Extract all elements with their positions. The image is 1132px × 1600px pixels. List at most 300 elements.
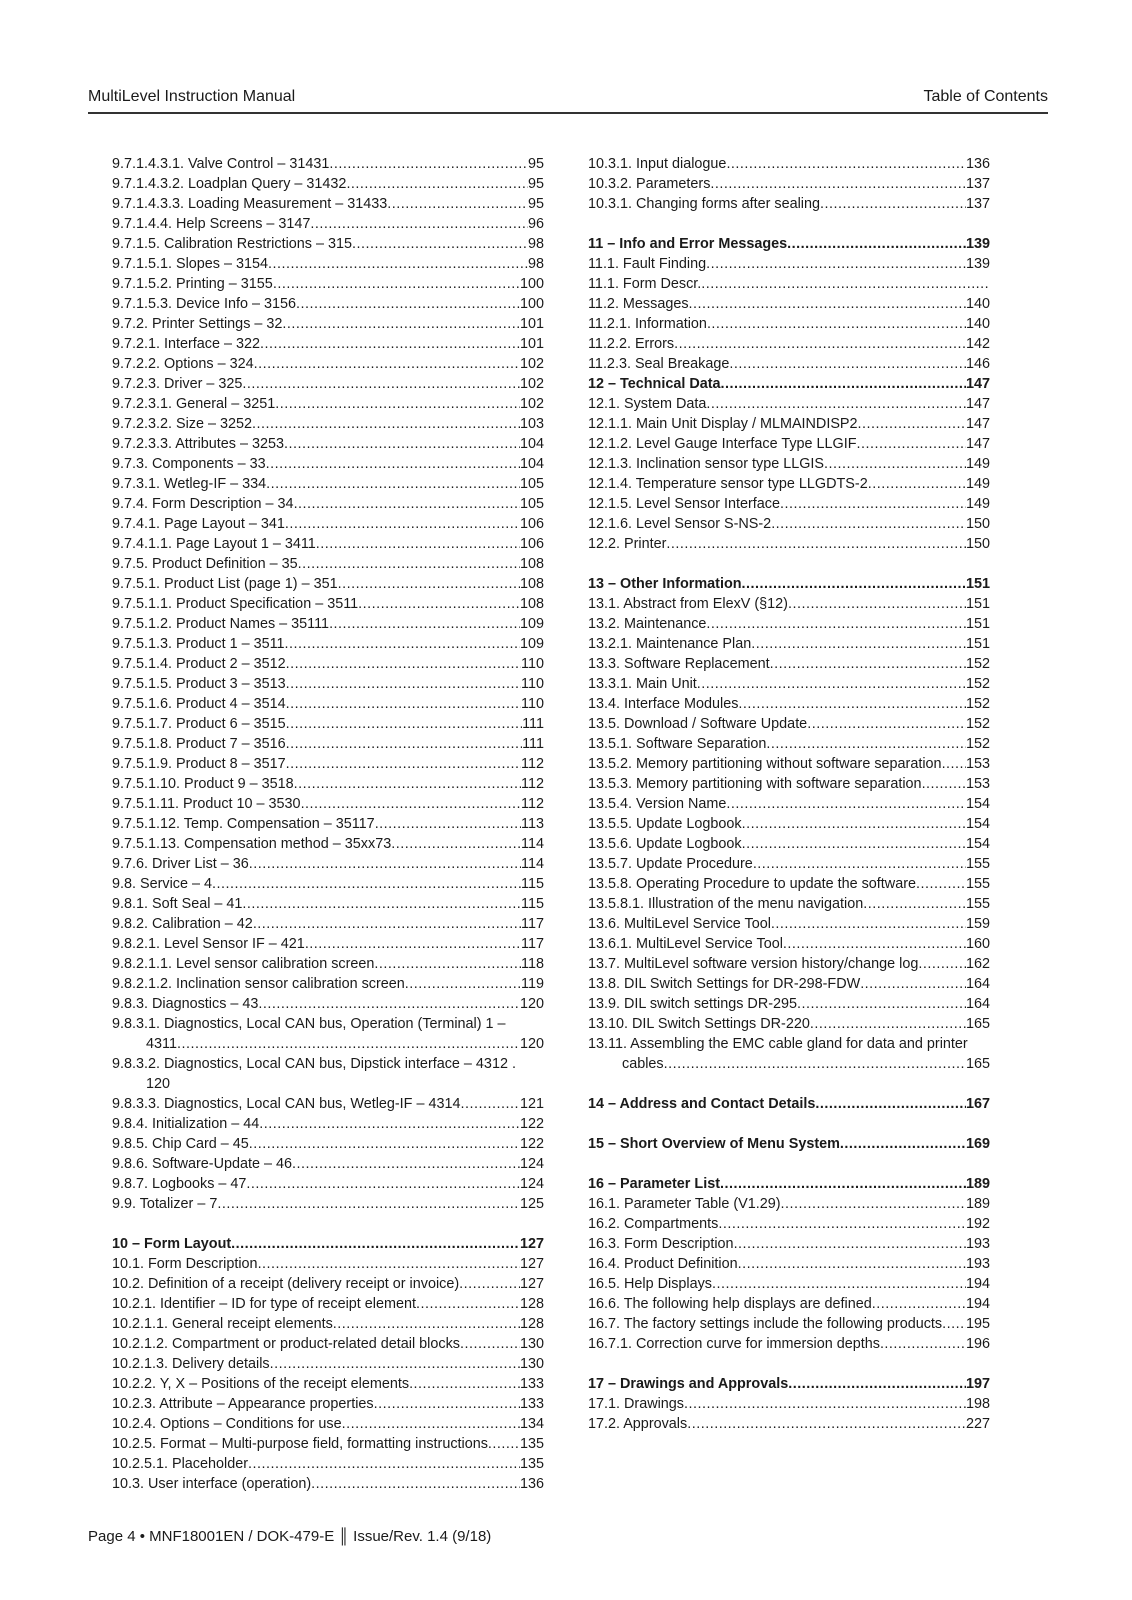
toc-entry-title: 13.10. DIL Switch Settings DR-220 (588, 1016, 810, 1032)
toc-entry[interactable] (588, 434, 990, 454)
toc-entry[interactable] (588, 474, 990, 494)
toc-entry-title: 13.1. Abstract from ElexV (§12) (588, 596, 788, 612)
toc-entry[interactable] (588, 334, 990, 354)
toc-dot-leader (285, 634, 520, 654)
toc-entry[interactable] (112, 414, 544, 434)
toc-dot-leader (771, 914, 966, 934)
toc-entry-title: 13.4. Interface Modules (588, 696, 739, 712)
toc-page-number: 152 (965, 716, 990, 732)
toc-page-number: 127 (519, 1236, 544, 1252)
toc-entry[interactable] (112, 974, 544, 994)
toc-dot-leader (916, 874, 966, 894)
toc-chapter-entry[interactable] (588, 574, 990, 594)
toc-entry[interactable] (588, 694, 990, 714)
toc-dot-leader (242, 894, 521, 914)
toc-entry[interactable] (112, 174, 544, 194)
toc-page-number: 128 (519, 1296, 544, 1312)
toc-dot-leader (697, 674, 966, 694)
toc-entry[interactable] (112, 314, 544, 334)
toc-entry[interactable] (588, 814, 990, 834)
toc-dot-leader (860, 974, 966, 994)
toc-dot-leader (753, 854, 966, 874)
toc-entry-title: 11.2.1. Information (588, 316, 707, 332)
toc-entry-title: 9.7.2. Printer Settings – 32 (112, 316, 283, 332)
toc-entry[interactable] (112, 214, 544, 234)
toc-chapter-entry[interactable] (588, 1094, 990, 1114)
toc-entry[interactable] (112, 474, 544, 494)
toc-dot-leader (409, 1374, 520, 1394)
toc-entry-title: 9.7.2.3.1. General – 3251 (112, 396, 276, 412)
toc-page-number: 114 (521, 856, 544, 872)
toc-dot-leader (807, 714, 966, 734)
toc-entry[interactable] (112, 514, 544, 534)
toc-dot-leader (342, 1414, 520, 1434)
toc-entry[interactable] (588, 1014, 990, 1034)
toc-page-number: 122 (519, 1116, 544, 1132)
toc-entry[interactable] (112, 374, 544, 394)
toc-entry[interactable] (112, 274, 544, 294)
toc-page-number: 165 (965, 1016, 990, 1032)
toc-entry[interactable] (588, 314, 990, 334)
toc-entry-title: 13.2.1. Maintenance Plan (588, 636, 752, 652)
toc-dot-leader (284, 434, 520, 454)
toc-dot-leader (268, 254, 528, 274)
toc-page-number: 95 (527, 196, 544, 212)
toc-entry-wrapped[interactable]: 9.8.3.2. Diagnostics, Local CAN bus, Dipstick interface – 4312 . 120 (112, 1056, 516, 1092)
toc-page-number: 149 (965, 456, 990, 472)
toc-dot-leader (771, 514, 966, 534)
toc-entry-wrapped[interactable]: 13.11. Assembling the EMC cable gland for data and printer cables ..... 165 (588, 1034, 990, 1074)
toc-page-number: 106 (519, 516, 544, 532)
toc-page-number: 105 (519, 496, 544, 512)
toc-entry-title: 10.2.1.1. General receipt elements (112, 1316, 333, 1332)
toc-entry[interactable] (112, 1154, 544, 1174)
toc-page-number: 189 (965, 1176, 990, 1192)
toc-entry-title: 13.5.2. Memory partitioning without software separation (588, 756, 942, 772)
toc-entry[interactable] (112, 994, 544, 1014)
toc-entry[interactable] (112, 1274, 544, 1294)
page-footer: Page 4 • MNF18001EN / DOK-479-E ║ Issue/Rev. 1.4 (9/18) (88, 1528, 492, 1545)
toc-entry[interactable] (588, 454, 990, 474)
toc-entry[interactable] (588, 674, 990, 694)
toc-spacer (588, 214, 990, 234)
toc-entry-title: 9.8.1. Soft Seal – 41 (112, 896, 243, 912)
toc-entry-title: 16.7.1. Correction curve for immersion depths (588, 1336, 880, 1352)
toc-page-number: 117 (521, 916, 544, 932)
toc-entry-title: 9.7.2.2. Options – 324 (112, 356, 254, 372)
toc-page-number: 101 (519, 316, 544, 332)
toc-entry[interactable] (588, 734, 990, 754)
toc-entry[interactable] (588, 914, 990, 934)
toc-entry[interactable] (588, 654, 990, 674)
toc-page-number: 102 (519, 396, 544, 412)
toc-entry-title: 10.2.3. Attribute – Appearance properties (112, 1396, 374, 1412)
toc-page-number: 101 (519, 336, 544, 352)
toc-page-number: 134 (519, 1416, 544, 1432)
toc-page-number: 152 (965, 736, 990, 752)
toc-entry-title: 16.3. Form Description (588, 1236, 734, 1252)
toc-entry-title: 9.7.5. Product Definition – 35 (112, 556, 298, 572)
toc-dot-leader (684, 1394, 966, 1414)
toc-dot-leader (252, 414, 520, 434)
toc-page-number: 122 (519, 1136, 544, 1152)
toc-dot-leader (249, 854, 521, 874)
toc-page-number: 136 (965, 156, 990, 172)
toc-page-number: 146 (965, 356, 990, 372)
toc-entry[interactable] (588, 1214, 990, 1234)
toc-entry[interactable] (112, 1434, 544, 1454)
toc-entry[interactable] (588, 1294, 990, 1314)
toc-page-number: 151 (965, 596, 990, 612)
toc-entry[interactable] (588, 754, 990, 774)
toc-entry[interactable] (112, 354, 544, 374)
toc-entry-title: 9.8.3.3. Diagnostics, Local CAN bus, Wetleg-IF – 4314 (112, 1096, 461, 1112)
toc-dot-leader (459, 1274, 520, 1294)
toc-entry[interactable] (112, 954, 544, 974)
toc-chapter-entry[interactable] (588, 1174, 990, 1194)
toc-dot-leader (918, 954, 966, 974)
toc-entry[interactable] (112, 554, 544, 574)
toc-entry[interactable] (112, 674, 544, 694)
toc-dot-leader (751, 634, 966, 654)
toc-entry[interactable] (112, 754, 544, 774)
toc-dot-leader (488, 1434, 520, 1454)
toc-dot-leader (298, 554, 520, 574)
toc-entry[interactable] (588, 834, 990, 854)
toc-entry[interactable] (588, 994, 990, 1014)
toc-entry[interactable] (112, 834, 544, 854)
toc-entry[interactable] (112, 574, 544, 594)
toc-entry-title: 10.2.1. Identifier – ID for type of receipt element (112, 1296, 416, 1312)
toc-chapter-entry[interactable] (588, 1374, 990, 1394)
toc-dot-leader (329, 154, 528, 174)
toc-entry[interactable] (112, 1314, 544, 1334)
toc-page-number: 140 (965, 296, 990, 312)
toc-entry-title: 13.5.4. Version Name (588, 796, 727, 812)
toc-entry[interactable] (112, 1254, 544, 1274)
toc-entry[interactable] (112, 734, 544, 754)
toc-entry[interactable] (588, 1414, 990, 1434)
toc-spacer (112, 1214, 544, 1234)
toc-entry-title: 9.7.6. Driver List – 36 (112, 856, 249, 872)
header-title: MultiLevel Instruction Manual (88, 88, 296, 105)
toc-entry[interactable] (588, 714, 990, 734)
toc-entry[interactable] (112, 1454, 544, 1474)
toc-page-number: 195 (965, 1316, 990, 1332)
toc-entry[interactable] (112, 914, 544, 934)
toc-entry-title: 12.1.3. Inclination sensor type LLGIS (588, 456, 824, 472)
toc-entry-title: 10 – Form Layout (112, 1236, 232, 1252)
toc-entry[interactable] (112, 434, 544, 454)
toc-entry-title: 16.6. The following help displays are defined (588, 1296, 872, 1312)
toc-page-number: 151 (965, 636, 990, 652)
toc-dot-leader (285, 514, 520, 534)
toc-page-number: 198 (965, 1396, 990, 1412)
toc-entry[interactable] (112, 1094, 544, 1114)
toc-entry[interactable] (588, 774, 990, 794)
toc-dot-leader (720, 1174, 966, 1194)
toc-page-number: 102 (519, 356, 544, 372)
toc-entry[interactable] (588, 534, 990, 554)
toc-entry[interactable] (588, 894, 990, 914)
toc-entry[interactable] (112, 794, 544, 814)
toc-dot-leader (286, 714, 523, 734)
toc-page-number: 121 (519, 1096, 544, 1112)
toc-chapter-entry[interactable] (588, 234, 990, 254)
toc-entry[interactable] (112, 1334, 544, 1354)
toc-dot-leader (266, 474, 520, 494)
toc-page-number: 147 (965, 396, 990, 412)
toc-entry[interactable] (112, 454, 544, 474)
toc-dot-leader (301, 794, 521, 814)
toc-entry[interactable] (112, 714, 544, 734)
toc-entry[interactable] (112, 254, 544, 274)
toc-entry[interactable] (588, 1194, 990, 1214)
toc-dot-leader (461, 1094, 520, 1114)
toc-dot-leader (286, 734, 523, 754)
toc-entry[interactable] (112, 154, 544, 174)
toc-dot-leader (726, 154, 966, 174)
toc-entry-wrapped[interactable]: 9.8.3.1. Diagnostics, Local CAN bus, Operation (Terminal) 1 – 4311 ..... 120 (112, 1014, 544, 1054)
toc-entry[interactable] (588, 1274, 990, 1294)
toc-dot-leader (231, 1234, 520, 1254)
toc-entry[interactable] (112, 894, 544, 914)
toc-page-number: 104 (519, 436, 544, 452)
toc-page-number: 155 (965, 876, 990, 892)
toc-page-number: 109 (519, 636, 544, 652)
toc-entry[interactable] (112, 1394, 544, 1414)
toc-entry[interactable] (112, 1174, 544, 1194)
toc-page-number: 189 (965, 1196, 990, 1212)
toc-entry-title: 13.5.6. Update Logbook (588, 836, 742, 852)
toc-dot-leader (857, 434, 966, 454)
toc-entry[interactable] (588, 874, 990, 894)
toc-entry[interactable] (112, 634, 544, 654)
toc-page-number: 162 (965, 956, 990, 972)
toc-entry[interactable] (112, 1414, 544, 1434)
toc-page-number: 136 (519, 1476, 544, 1492)
toc-dot-leader (942, 754, 966, 774)
toc-dot-leader (742, 834, 966, 854)
toc-dot-leader (217, 1194, 520, 1214)
toc-entry-title: 11 – Info and Error Messages (588, 236, 788, 252)
toc-page-number: 192 (965, 1216, 990, 1232)
toc-page-number: 98 (527, 236, 544, 252)
toc-entry[interactable] (112, 1354, 544, 1374)
toc-page-number: 133 (519, 1376, 544, 1392)
toc-entry[interactable] (112, 334, 544, 354)
toc-entry[interactable] (112, 1194, 544, 1214)
toc-entry[interactable] (588, 394, 990, 414)
toc-right-column (588, 154, 990, 1434)
toc-entry-title: 16.2. Compartments (588, 1216, 719, 1232)
toc-entry[interactable] (588, 934, 990, 954)
toc-dot-leader (253, 914, 521, 934)
toc-page-number: 115 (521, 896, 544, 912)
toc-entry[interactable] (588, 354, 990, 374)
toc-entry[interactable] (112, 1474, 544, 1494)
toc-entry[interactable] (112, 654, 544, 674)
toc-entry[interactable] (112, 694, 544, 714)
toc-dot-leader (788, 1374, 966, 1394)
toc-spacer (588, 1074, 990, 1094)
toc-entry[interactable] (112, 394, 544, 414)
toc-page-number: 193 (965, 1256, 990, 1272)
toc-page-number: 103 (519, 416, 544, 432)
toc-dot-leader (666, 534, 966, 554)
toc-dot-leader (259, 1114, 520, 1134)
toc-page-number: 152 (965, 676, 990, 692)
toc-dot-leader (742, 574, 966, 594)
toc-dot-leader (374, 1394, 520, 1414)
toc-entry-title: 12.1.2. Level Gauge Interface Type LLGIF (588, 436, 857, 452)
toc-chapter-entry[interactable] (588, 1134, 990, 1154)
toc-entry[interactable] (588, 174, 990, 194)
toc-entry[interactable] (112, 614, 544, 634)
toc-entry[interactable] (588, 154, 990, 174)
toc-entry[interactable] (112, 294, 544, 314)
toc-entry-title: 14 – Address and Contact Details (588, 1096, 816, 1112)
toc-chapter-entry[interactable] (112, 1234, 544, 1254)
toc-page-number: 139 (965, 236, 990, 252)
toc-entry-title: 10.1. Form Description (112, 1256, 258, 1272)
toc-entry-title: 16.5. Help Displays (588, 1276, 712, 1292)
toc-page-number: 133 (519, 1396, 544, 1412)
toc-entry[interactable] (588, 854, 990, 874)
toc-page-number: 147 (965, 416, 990, 432)
toc-entry[interactable] (588, 274, 990, 294)
toc-dot-leader (387, 194, 528, 214)
toc-entry-title: 13.9. DIL switch settings DR-295 (588, 996, 798, 1012)
toc-entry-title: 11.1. Fault Finding (588, 256, 707, 272)
toc-entry[interactable] (588, 1234, 990, 1254)
toc-entry[interactable] (588, 494, 990, 514)
toc-entry[interactable] (588, 254, 990, 274)
toc-dot-leader (734, 1234, 966, 1254)
toc-dot-leader (248, 1454, 520, 1474)
toc-dot-leader (706, 614, 966, 634)
toc-entry-title: 9.7.3. Components – 33 (112, 456, 266, 472)
toc-page-number: 152 (965, 656, 990, 672)
toc-entry-title: 16 – Parameter List (588, 1176, 720, 1192)
toc-entry[interactable] (588, 414, 990, 434)
toc-entry[interactable] (112, 1374, 544, 1394)
toc-page-number: 153 (965, 776, 990, 792)
toc-entry[interactable] (588, 514, 990, 534)
toc-entry-title: 9.7.4. Form Description – 34 (112, 496, 294, 512)
toc-page-number: 102 (519, 376, 544, 392)
toc-dot-leader (729, 354, 966, 374)
toc-page-number: 147 (965, 436, 990, 452)
toc-entry[interactable] (112, 774, 544, 794)
toc-entry[interactable] (588, 1254, 990, 1274)
toc-page-number: 130 (519, 1336, 544, 1352)
toc-page-number: 154 (965, 816, 990, 832)
toc-entry[interactable] (588, 634, 990, 654)
toc-entry[interactable] (588, 614, 990, 634)
toc-dot-leader (275, 394, 520, 414)
toc-entry-title: 9.7.5.1.1. Product Specification – 3511 (112, 596, 359, 612)
toc-entry-title: 11.2.3. Seal Breakage (588, 356, 730, 372)
toc-page-number: 151 (965, 616, 990, 632)
toc-entry-title: 9.7.5.1.10. Product 9 – 3518 (112, 776, 294, 792)
toc-entry[interactable] (112, 194, 544, 214)
toc-dot-leader (712, 1274, 966, 1294)
toc-entry[interactable] (588, 974, 990, 994)
toc-dot-leader (718, 1214, 966, 1234)
page-header (88, 88, 1048, 114)
toc-entry[interactable] (588, 194, 990, 214)
toc-dot-leader (375, 814, 521, 834)
toc-entry-title: 12.1.1. Main Unit Display / MLMAINDISP2 (588, 416, 858, 432)
toc-entry[interactable] (112, 934, 544, 954)
toc-dot-leader (738, 1254, 966, 1274)
toc-page-number: 105 (519, 476, 544, 492)
toc-dot-leader (212, 874, 521, 894)
toc-entry-title: 13.8. DIL Switch Settings for DR-298-FDW (588, 976, 861, 992)
toc-dot-leader (742, 814, 966, 834)
toc-dot-leader (687, 1414, 966, 1434)
toc-entry[interactable] (112, 814, 544, 834)
toc-page-number: 96 (527, 216, 544, 232)
toc-entry[interactable] (112, 854, 544, 874)
toc-page-number: 115 (521, 876, 544, 892)
toc-entry[interactable] (588, 1394, 990, 1414)
toc-dot-leader (868, 474, 966, 494)
toc-entry[interactable] (588, 294, 990, 314)
toc-entry[interactable] (588, 1334, 990, 1354)
toc-entry[interactable] (588, 954, 990, 974)
toc-entry-title: 9.7.1.4.3.3. Loading Measurement – 31433 (112, 196, 388, 212)
toc-entry[interactable] (112, 594, 544, 614)
toc-page-number: 169 (965, 1136, 990, 1152)
toc-dot-leader (260, 334, 520, 354)
toc-page-number: 108 (519, 556, 544, 572)
toc-entry[interactable] (112, 234, 544, 254)
toc-dot-leader (270, 1354, 520, 1374)
toc-entry[interactable] (588, 1314, 990, 1334)
toc-chapter-entry[interactable] (588, 374, 990, 394)
toc-entry[interactable] (112, 494, 544, 514)
toc-page-number: 109 (519, 616, 544, 632)
toc-dot-leader (706, 254, 966, 274)
toc-page-number: 147 (965, 376, 990, 392)
toc-entry[interactable] (588, 594, 990, 614)
toc-page-number: 150 (965, 536, 990, 552)
toc-page-number: 139 (965, 256, 990, 272)
toc-page-number: 153 (965, 756, 990, 772)
toc-page-number: 111 (522, 716, 544, 732)
toc-page-number: 120 (519, 996, 544, 1012)
toc-entry[interactable] (112, 874, 544, 894)
toc-entry-title: 13.3.1. Main Unit (588, 676, 697, 692)
toc-page-number: 149 (965, 476, 990, 492)
toc-page-number: 194 (965, 1276, 990, 1292)
toc-page-number: 130 (519, 1356, 544, 1372)
toc-entry-title: 10.2.5. Format – Multi-purpose field, formatting instructions (112, 1436, 488, 1452)
toc-entry-title: 9.7.1.5.1. Slopes – 3154 (112, 256, 269, 272)
toc-entry[interactable] (112, 1294, 544, 1314)
toc-dot-leader (797, 994, 966, 1014)
toc-entry[interactable] (588, 794, 990, 814)
toc-entry[interactable] (112, 534, 544, 554)
toc-spacer (588, 1154, 990, 1174)
toc-entry[interactable] (112, 1114, 544, 1134)
toc-entry-title: 9.7.1.4.3.1. Valve Control – 31431 (112, 156, 330, 172)
toc-entry[interactable] (112, 1134, 544, 1154)
toc-page-number: 135 (519, 1456, 544, 1472)
toc-entry-title: 13.6. MultiLevel Service Tool (588, 916, 771, 932)
